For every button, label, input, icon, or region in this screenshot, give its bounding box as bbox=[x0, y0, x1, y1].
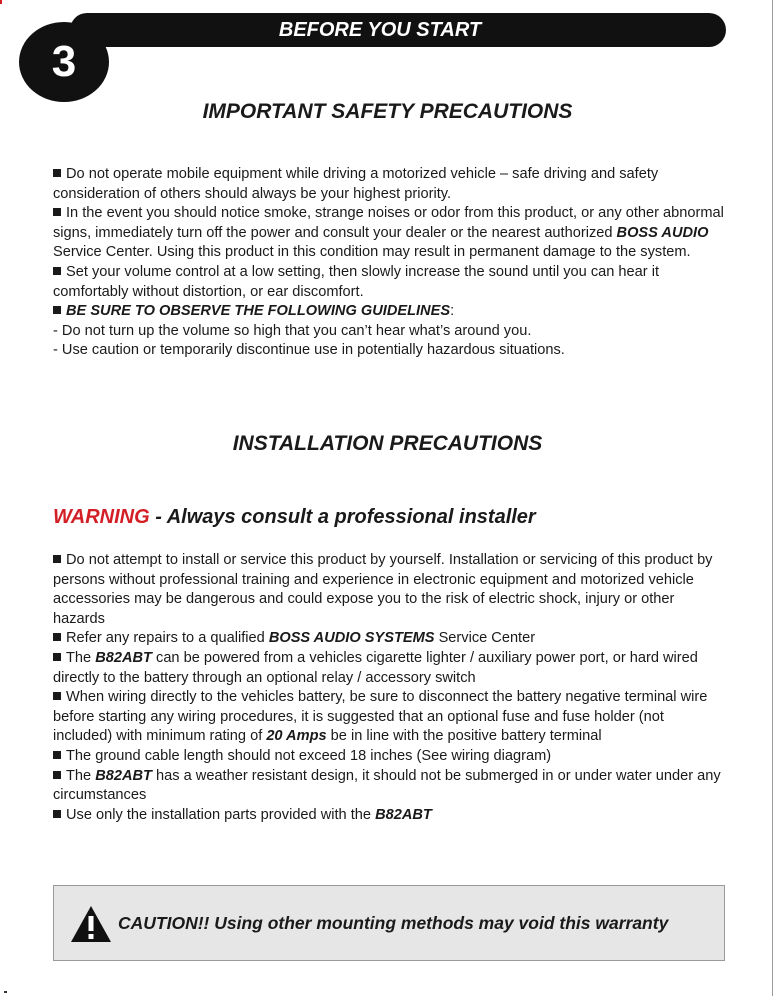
header-title: BEFORE YOU START bbox=[278, 19, 482, 41]
bullet-icon bbox=[53, 208, 61, 216]
safety-precautions-list bbox=[53, 165, 733, 361]
install-item-4: When wiring directly to the vehicles battery, be sure to disconnect the battery negative terminal wire before starting any wiring procedures, it is suggested that an optional fuse and fuse holder (not included) with minimum rating of 20 Amps be in line with the positive battery terminal bbox=[53, 689, 708, 745]
install-item-5: The ground cable length should not exceed 18 inches (See wiring diagram) bbox=[53, 747, 725, 767]
caution-text: CAUTION!! Using other mounting methods may void this warranty bbox=[118, 913, 669, 933]
bullet-icon bbox=[53, 169, 61, 177]
bullet-icon bbox=[53, 306, 61, 314]
warning-triangle-icon bbox=[70, 905, 112, 943]
bullet-icon bbox=[53, 555, 61, 563]
model-name: B82ABT bbox=[95, 649, 152, 666]
model-name: B82ABT bbox=[375, 806, 432, 823]
safety-item-2: In the event you should notice smoke, strange noises or odor from this product, or any other abnormal signs, immediately turn off the power and consult your dealer or the nearest authorized BOSS AUDIO Service Center. Using this product in this condition may result in permanent damage to the system. bbox=[53, 205, 724, 261]
page-number: 3 bbox=[51, 37, 77, 86]
install-item-3: The B82ABT can be powered from a vehicles cigarette lighter / auxiliary power port, or hard wired directly to the battery through an optional relay / accessory switch bbox=[53, 649, 698, 686]
safety-section-title: IMPORTANT SAFETY PRECAUTIONS bbox=[202, 100, 573, 123]
bullet-icon bbox=[53, 751, 61, 759]
safety-item-1: Do not operate mobile equipment while driving a motorized vehicle – safe driving and safety consideration of others should always be your highest priority. bbox=[53, 166, 659, 202]
warning-message: - Always consult a professional installer bbox=[149, 506, 536, 528]
bullet-icon bbox=[53, 692, 61, 700]
brand-name: BOSS AUDIO bbox=[616, 224, 709, 241]
bullet-icon bbox=[53, 633, 61, 641]
page-corner-mark bbox=[0, 0, 2, 4]
install-item-2: Refer any repairs to a qualified BOSS AUDIO SYSTEMS Service Center bbox=[53, 629, 725, 649]
guideline-2: - Use caution or temporarily discontinue use in potentially hazardous situations. bbox=[53, 342, 565, 359]
install-item-1: Do not attempt to install or service this product by yourself. Installation or servicing of this product by persons without professional training and experience in electronic equipment and motorized vehicle accessories may be dangerous and could expose you to the risk of electric shock, injury or other hazards bbox=[53, 552, 713, 627]
safety-item-4: BE SURE TO OBSERVE THE FOLLOWING GUIDELINES: bbox=[53, 302, 733, 322]
warning-heading bbox=[53, 506, 753, 529]
safety-item-3: Set your volume control at a low setting, then slowly increase the sound until you can hear it comfortably without distortion, or ear discomfort. bbox=[53, 263, 659, 300]
installation-section-title: INSTALLATION PRECAUTIONS bbox=[232, 432, 543, 455]
bullet-icon bbox=[53, 810, 61, 818]
warning-word: WARNING bbox=[53, 506, 150, 528]
brand-name: BOSS AUDIO SYSTEMS bbox=[268, 630, 435, 647]
install-item-6: The B82ABT has a weather resistant design, it should not be submerged in or under water under any circumstances bbox=[53, 767, 721, 804]
install-item-7: Use only the installation parts provided with the B82ABT bbox=[53, 806, 725, 826]
caution-box bbox=[53, 885, 725, 961]
page-corner-mark bbox=[4, 991, 7, 993]
fuse-rating: 20 Amps bbox=[266, 728, 327, 745]
model-name: B82ABT bbox=[95, 767, 152, 784]
bullet-icon bbox=[53, 771, 61, 779]
bullet-icon bbox=[53, 653, 61, 661]
bullet-icon bbox=[53, 267, 61, 275]
page-border bbox=[772, 0, 773, 996]
installation-precautions-list bbox=[53, 551, 725, 825]
guideline-1: - Do not turn up the volume so high that you can’t hear what’s around you. bbox=[53, 322, 532, 339]
